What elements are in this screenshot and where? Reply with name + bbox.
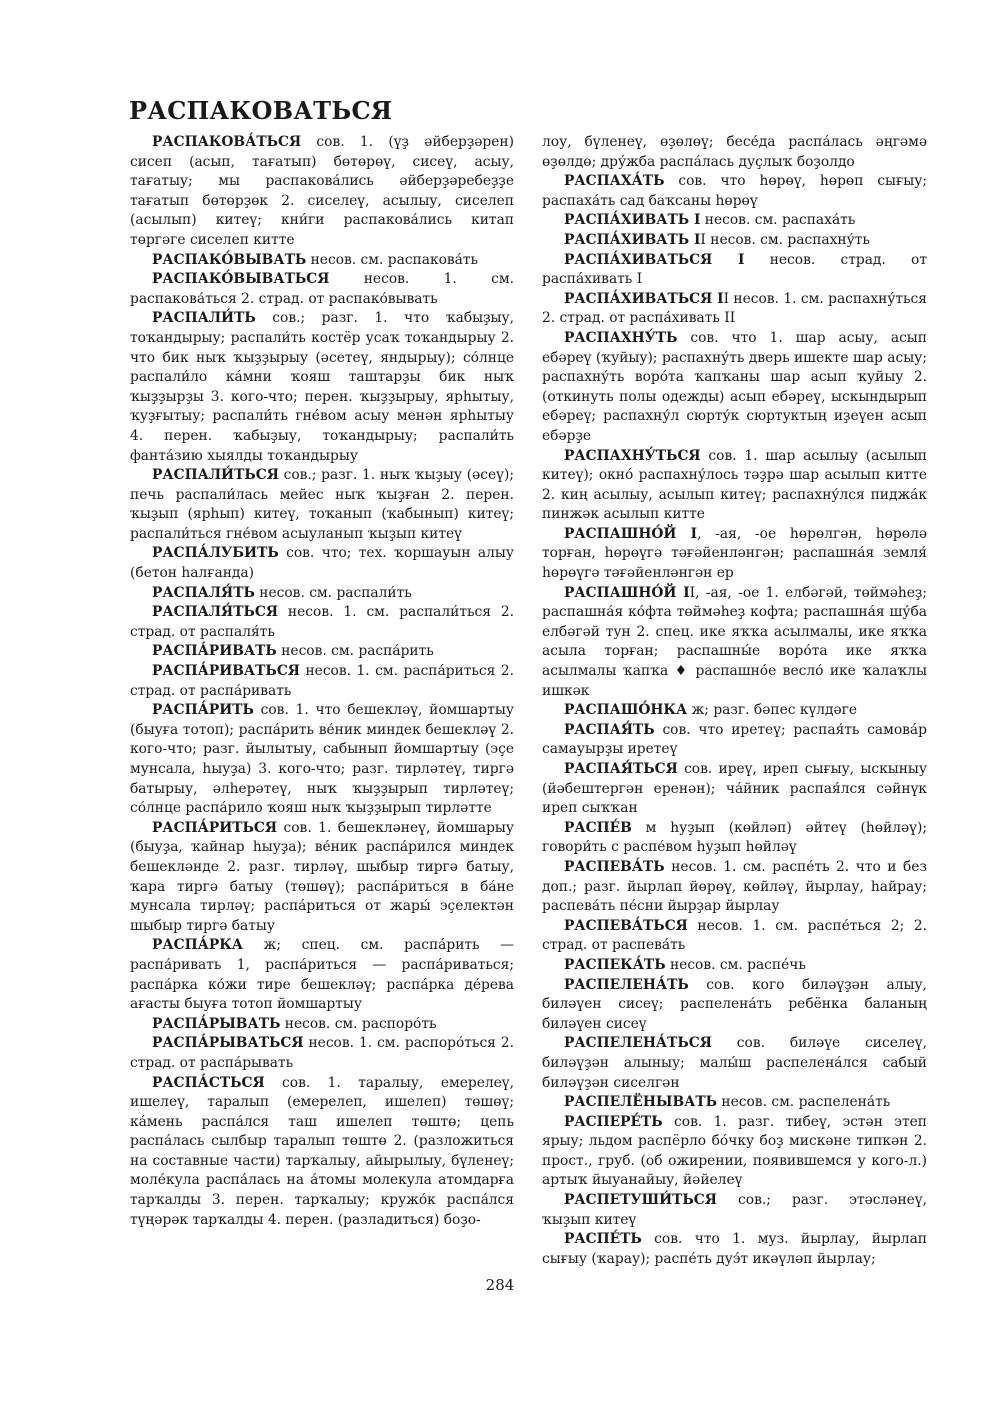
dictionary-entry: РАСПАЛЯ́ТЬ несов. см. распали́ть — [152, 584, 412, 601]
dictionary-entry: РАСПА́РИВАТЬ несов. см. распа́рить — [152, 643, 434, 660]
headword: РАСПА́ХИВАТЬСЯ I — [564, 290, 724, 307]
dictionary-entry: РАСПА́ХИВАТЬСЯ II несов. 1. см. распахну́ться 2. страд. от распа́хивать II — [542, 290, 927, 327]
dictionary-entry: РАСПА́РИВАТЬСЯ несов. 1. см. распа́риться 2. страд. от распа́ривать — [130, 663, 514, 699]
dictionary-entry: РАСПАКО́ВЫВАТЬСЯ несов. 1. см. распакова́ться 2. страд. от распако́вывать — [130, 271, 514, 307]
dictionary-entry: РАСПАШНО́Й II, -ая, -ое 1. елбәгәй, төймәһеҙ; распашна́я ко́фта төймәһеҙ кофта; распашна́я шу́ба елбәгәй тун 2. спец. ике яҡҡа асылмалы, ике яҡҡа асыла торған; распашны́е воро́та ике яҡҡа асылмалы ҡапҡа ♦ распашно́е весло́ ике ҡалаҡлы ишкәк — [542, 584, 927, 699]
headword: РАСПАХА́ТЬ — [564, 173, 665, 190]
headword: РАСПА́РИТЬ — [152, 702, 254, 719]
dictionary-entry: РАСПЕРЕ́ТЬ сов. 1. разг. тибеү, эстән этеп ярыу; льдом распёрло бо́чку боҙ мискәне типкән 2. прост., груб. (об ожирении, появившемся у кого-л.) артыҡ йыуанайыу, йәйелеү — [542, 1113, 927, 1189]
headword: РАСПЕТУШИ́ТЬСЯ — [564, 1192, 717, 1209]
headword: РАСПА́РИВАТЬ — [152, 643, 277, 660]
dictionary-entry: РАСПАЛИ́ТЬ сов.; разг. 1. что ҡабыҙыу, тоҡандырыу; распали́ть костёр усаҡ тоҡандырыу 2. что бик ныҡ ҡыҙҙырыу (әсетеү, яндырыу); со́лнце распали́ло ка́мни ҡояш таштарҙы бик ныҡ ҡыҙҙырҙы 3. кого-что; перен. ҡыҙҙырыу, ярһытыу, ҡуҙғытыу; распали́ть гне́вом асыу менән ярһытыу 4. перен. ҡабыҙыу, тоҡандырыу; распали́ть фанта́зию хыялды тоҡандырыу — [130, 310, 514, 464]
headword: РАСПА́ХИВАТЬ I — [564, 231, 701, 248]
headword: РАСПЕКА́ТЬ — [564, 956, 666, 973]
dictionary-entry: РАСПА́ЛУБИТЬ сов. что; тех. ҡоршауын алыу (бетон һалғанда) — [130, 545, 514, 582]
dictionary-entry: РАСПАЯ́ТЬ сов. что иретеү; распая́ть самова́р самауырҙы иретеү — [542, 721, 927, 758]
dictionary-entry: РАСПЕЛЕНА́ТЬ сов. кого биләүҙән алыу, биләүен сисеү; распелена́ть ребёнка баланың биләүен сисеү — [542, 976, 927, 1032]
dictionary-entry: РАСПАЛИ́ТЬСЯ сов.; разг. 1. ныҡ ҡыҙыу (әсеү); печь распали́лась мейес ныҡ ҡыҙған 2. перен. ҡыҙып (ярһып) китеү, тоҡанып (ҡабынып) китеү; распали́ться гне́вом асыуланып ҡыҙып китеү — [130, 467, 514, 542]
dictionary-entry: РАСПА́РИТЬ сов. 1. что бешекләү, йомшартыу (быуға тотоп); распа́рить ве́ник миндек бешекләү 2. кого-что; разг. йылытыу, сабынып йомшартыу (эҫе мунсала, һыуҙа) 3. кого-что; разг. тирләтеү, тиргә батырыу, әлһерәтеү, ныҡ ҡыҙҙырып тирләтеү; со́лнце распа́рило ҡояш ныҡ ҡыҙҙырып тирләтте — [130, 702, 514, 817]
dictionary-entry: РАСПАЯ́ТЬСЯ сов. иреү, иреп сығыу, ыскыныу (йәбештергән еренән); ча́йник распая́лся сәйнүк иреп сыҡҡан — [542, 761, 927, 817]
headword: РАСПА́СТЬСЯ — [152, 1074, 265, 1091]
dictionary-entry: РАСПЕ́В м һуҙып (көйләп) әйтеү (һөйләү); говори́ть с распе́вом һуҙып һөйләү — [542, 819, 927, 856]
dictionary-entry: РАСПЕЛЁНЫВАТЬ несов. см. распелена́ть — [564, 1094, 891, 1111]
headword: РАСПАЛИ́ТЬ — [152, 310, 256, 327]
running-head: РАСПАКОВАТЬСЯ — [129, 96, 393, 125]
headword: РАСПАКО́ВЫВАТЬСЯ — [152, 271, 330, 288]
dictionary-entry: РАСПАКОВА́ТЬСЯ сов. 1. (үҙ әйберҙәрен) сисеп (асып, тағатып) бөтөрөү, сисеү, асыу, тағатыу; мы распакова́лись әйберҙәребеҙҙе тағатып бөтөрҙөк 2. сиселеү, асылыу, сиселеп (асылып) китеү; кни́ги распакова́лись китап төргәге сиселеп китте — [130, 134, 514, 248]
headword: РАСПА́ХИВАТЬ I — [564, 212, 701, 229]
dictionary-entry: РАСПАШНО́Й I, -ая, -ое һөрөлгән, һөрөлә торған, һөрөүгә тәғәйенләнгән; распашна́я земля́ һөрөүгә тәғәйенләнгән ер — [542, 525, 927, 582]
headword: РАСПА́РИВАТЬСЯ — [152, 663, 300, 680]
dictionary-entry: РАСПАШО́НКА ж; разг. бәпес күлдәге — [564, 702, 858, 719]
dictionary-entry: РАСПЕКА́ТЬ несов. см. распе́чь — [564, 956, 806, 973]
headword: РАСПЕВА́ТЬСЯ — [564, 917, 688, 934]
headword: РАСПА́РЫВАТЬ — [152, 1015, 281, 1032]
page-number: 284 — [485, 1276, 515, 1294]
headword: РАСПАХНУ́ТЬ — [564, 329, 678, 346]
dictionary-entry: РАСПАЛЯ́ТЬСЯ несов. 1. см. распали́ться 2. страд. от распаля́ть — [130, 604, 514, 640]
headword: РАСПЕЛЕНА́ТЬ — [564, 976, 689, 993]
headword: РАСПЕ́ТЬ — [564, 1231, 642, 1248]
dictionary-entry: РАСПА́РИТЬСЯ сов. 1. бешекләнеү, йомшарыу (быуҙа, ҡайнар һыуҙа); ве́ник распа́рился миндек бешекләнде 2. разг. тирләү, шыбыр тиргә батыу, ҡара тиргә батыу (төшөү); распа́риться в ба́не мунсала тирләү; распа́риться от жары́ эҫелектән шыбыр тиргә батыу — [130, 819, 514, 934]
dictionary-entry: РАСПА́РКА ж; спец. см. распа́рить — распа́ривать 1, распа́риться — распа́риваться; распа́рка ко́жи тире бешекләү; распа́рка де́рева ағасты быуға тотоп йомшартыу — [130, 937, 514, 1013]
dictionary-entry: РАСПАХНУ́ТЬ сов. что 1. шар асыу, асып ебәреү (ҡуйыу); распахну́ть дверь ишекте шар асыу; распахну́ть воро́та ҡапҡаны шар асып ҡуйыу 2. (откинуть полы одежды) асып ебәреү, ыскындырып ебәреү; распахну́л сюрту́к сюртуктың иҙеүен асып ебәрҙе — [542, 329, 927, 444]
headword: РАСПАЯ́ТЬСЯ — [564, 761, 678, 777]
headword: РАСПАКО́ВЫВАТЬ — [152, 251, 307, 268]
dictionary-entry: РАСПА́РЫВАТЬСЯ несов. 1. см. распоро́ться 2. страд. от распа́рывать — [130, 1035, 514, 1071]
headword: РАСПАЯ́ТЬ — [564, 721, 655, 738]
headword: РАСПАЛЯ́ТЬСЯ — [152, 604, 279, 621]
headword: РАСПАШО́НКА — [564, 702, 688, 719]
headword: РАСПЕЛЕНА́ТЬСЯ — [564, 1035, 712, 1052]
dictionary-entry: РАСПАХНУ́ТЬСЯ сов. 1. шар асылыу (асылып китеү); окно́ распахну́лось тәҙрә шар асылып китте 2. киң асылыу, асылып китеү; распахну́лся пиджа́к пинжәк асылып китте — [542, 447, 927, 523]
dictionary-entry: РАСПЕВА́ТЬ несов. 1. см. распе́ть 2. что и без доп.; разг. йырлап йөрөү, көйләү, йырлау, һайрау; распева́ть пе́сни йырҙар йырлау — [542, 858, 927, 915]
headword: РАСПА́РИТЬСЯ — [152, 819, 278, 836]
headword: РАСПА́РЫВАТЬСЯ — [152, 1035, 304, 1052]
headword: РАСПЕВА́ТЬ — [564, 858, 665, 875]
right-column — [542, 133, 927, 1269]
headword: РАСПАШНО́Й I — [564, 584, 690, 601]
left-column — [130, 133, 514, 1230]
dictionary-entry: РАСПЕ́ТЬ сов. что 1. муз. йырлау, йырлап сығыу (ҡарау); распе́ть дуэ́т икәүләп йырлау; — [542, 1231, 927, 1267]
dictionary-entry: РАСПАХА́ТЬ сов. что һөрөү, һөрөп сығыу; распаха́ть сад баҡсаны һөрөү — [542, 173, 927, 209]
dictionary-entry: РАСПА́РЫВАТЬ несов. см. распоро́ть — [152, 1015, 437, 1032]
headword: РАСПАШНО́Й I — [564, 525, 698, 542]
headword: РАСПЕЛЁНЫВАТЬ — [564, 1094, 718, 1111]
dictionary-entry: РАСПАКО́ВЫВАТЬ несов. см. распакова́ть — [152, 251, 479, 268]
headword: РАСПА́ЛУБИТЬ — [152, 545, 279, 562]
dictionary-entry: РАСПА́СТЬСЯ сов. 1. таралыу, емерелеү, ишелеү, таралып (емерелеп, ишелеп) төшөү; ка́мень распа́лся таш ишелеп төштө; цепь распа́лась сылбыр таралып төштө 2. (разложиться на составные части) тарҡалыу, айырылыу, бүленеү; моле́кула распа́лась на а́томы молекула атомдарға тарҡалды 3. перен. тарҡалыу; кружо́к распа́лся түңәрәк тарҡалды 4. перен. (разладиться) боҙо- — [130, 1074, 514, 1228]
headword: РАСПАКОВА́ТЬСЯ — [152, 134, 302, 150]
dictionary-entry: лоу, бүленеү, өҙөлөү; бесе́да распа́лась әңгәмә өҙөлдө; дру́жба распа́лась дуҫлыҡ боҙолдо — [542, 134, 927, 170]
headword: РАСПАЛЯ́ТЬ — [152, 584, 255, 601]
headword: РАСПЕ́В — [564, 819, 632, 836]
headword: РАСПЕРЕ́ТЬ — [564, 1113, 663, 1130]
dictionary-entry: РАСПА́ХИВАТЬ I несов. см. распаха́ть — [564, 212, 856, 229]
dictionary-entry: РАСПЕВА́ТЬСЯ несов. 1. см. распе́ться 2; 2. страд. от распева́ть — [542, 917, 927, 954]
dictionary-entry: РАСПЕТУШИ́ТЬСЯ сов.; разг. этәсләнеү, ҡыҙып китеү — [542, 1192, 927, 1228]
headword: РАСПАХНУ́ТЬСЯ — [564, 447, 701, 464]
dictionary-entry: РАСПЕЛЕНА́ТЬСЯ сов. биләүе сиселеү, биләүҙән алыныу; малы́ш распелена́лся сабый биләүҙән сиселгән — [542, 1035, 927, 1091]
dictionary-entry: РАСПА́ХИВАТЬ II несов. см. распахну́ть — [564, 231, 870, 248]
headword: РАСПА́ХИВАТЬСЯ I — [564, 251, 745, 268]
headword: РАСПА́РКА — [152, 937, 244, 954]
headword: РАСПАЛИ́ТЬСЯ — [152, 467, 279, 484]
dictionary-entry: РАСПА́ХИВАТЬСЯ I несов. страд. от распа́хивать I — [542, 251, 927, 288]
